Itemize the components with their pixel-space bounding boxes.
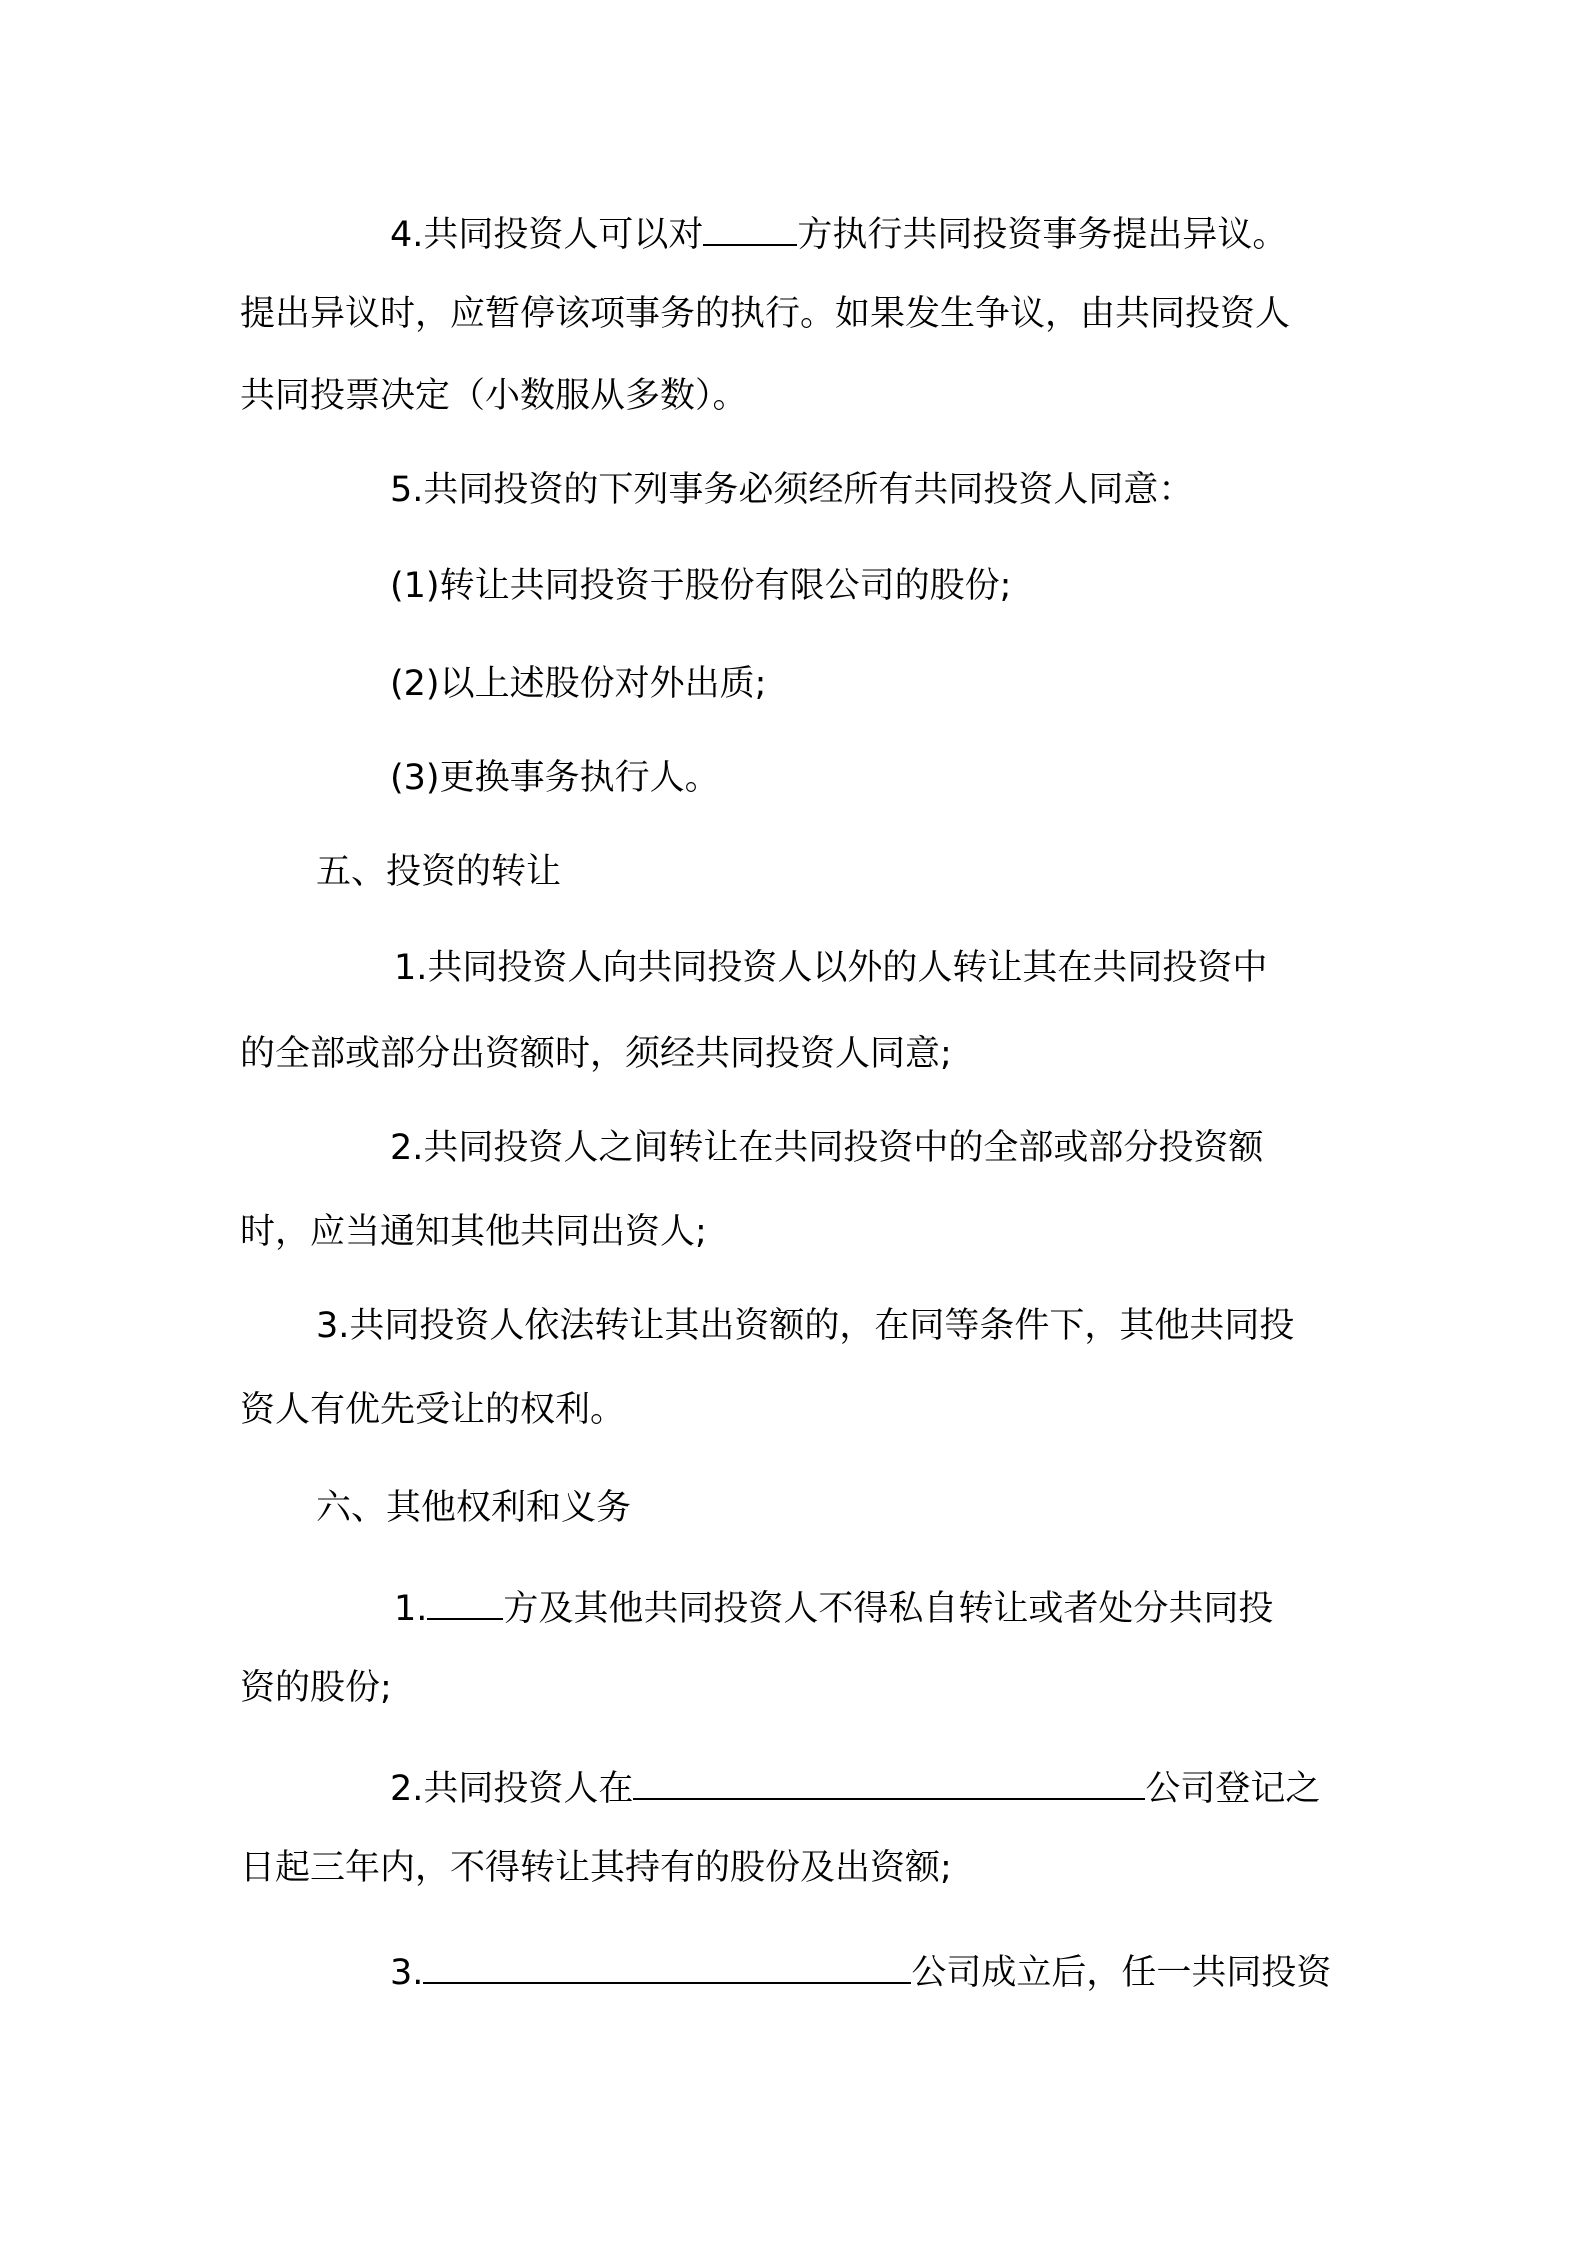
list-item: (3)更换事务执行人。: [390, 758, 720, 798]
section-6-item-1-line-1: [394, 1580, 1273, 1628]
section-heading-5: 五、投资的转让: [316, 852, 562, 892]
section-6-item-3-line-1: [390, 1944, 1331, 1992]
section-5-item-2-line-2: 时，应当通知其他共同出资人;: [240, 1212, 707, 1252]
section-5-item-2-line-1: 2.共同投资人之间转让在共同投资中的全部或部分投资额: [390, 1128, 1264, 1168]
paragraph-4-suffix: 方执行共同投资事务提出异议。: [797, 215, 1288, 255]
list-item: (2)以上述股份对外出质;: [390, 664, 767, 704]
section-6-item-3-prefix: 3.: [390, 1953, 424, 1993]
fill-in-blank: [427, 1580, 503, 1620]
section-6-item-2-prefix: 2.共同投资人在: [390, 1769, 634, 1809]
section-5-item-3-line-1: 3.共同投资人依法转让其出资额的，在同等条件下，其他共同投: [316, 1306, 1295, 1346]
section-6-item-2-line-1: [390, 1760, 1320, 1808]
paragraph-5: 5.共同投资的下列事务必须经所有共同投资人同意：: [390, 470, 1194, 510]
paragraph-4-line-3: 共同投票决定（小数服从多数）。: [240, 376, 748, 416]
section-6-item-1-line-2: 资的股份;: [240, 1668, 392, 1708]
section-6-item-3-suffix: 公司成立后，任一共同投资: [911, 1953, 1332, 1993]
section-5-item-1-line-2: 的全部或部分出资额时，须经共同投资人同意;: [240, 1034, 952, 1074]
paragraph-4-line-1: [390, 206, 1287, 254]
paragraph-4-prefix: 4.共同投资人可以对: [390, 215, 704, 255]
section-6-item-1-prefix: 1.: [394, 1589, 428, 1629]
fill-in-blank: [633, 1760, 1145, 1800]
section-6-item-2-suffix: 公司登记之: [1145, 1769, 1321, 1809]
section-6-item-2-line-2: 日起三年内，不得转让其持有的股份及出资额;: [240, 1848, 952, 1888]
section-5-item-3-line-2: 资人有优先受让的权利。: [240, 1390, 626, 1430]
list-item: (1)转让共同投资于股份有限公司的股份;: [390, 566, 1012, 606]
fill-in-blank: [423, 1944, 911, 1984]
fill-in-blank: [703, 206, 797, 246]
section-heading-6: 六、其他权利和义务: [316, 1488, 632, 1528]
section-5-item-1-line-1: 1.共同投资人向共同投资人以外的人转让其在共同投资中: [394, 948, 1268, 988]
section-6-item-1-suffix: 方及其他共同投资人不得私自转让或者处分共同投: [503, 1589, 1274, 1629]
paragraph-4-line-2: 提出异议时，应暂停该项事务的执行。如果发生争议，由共同投资人: [240, 294, 1291, 334]
